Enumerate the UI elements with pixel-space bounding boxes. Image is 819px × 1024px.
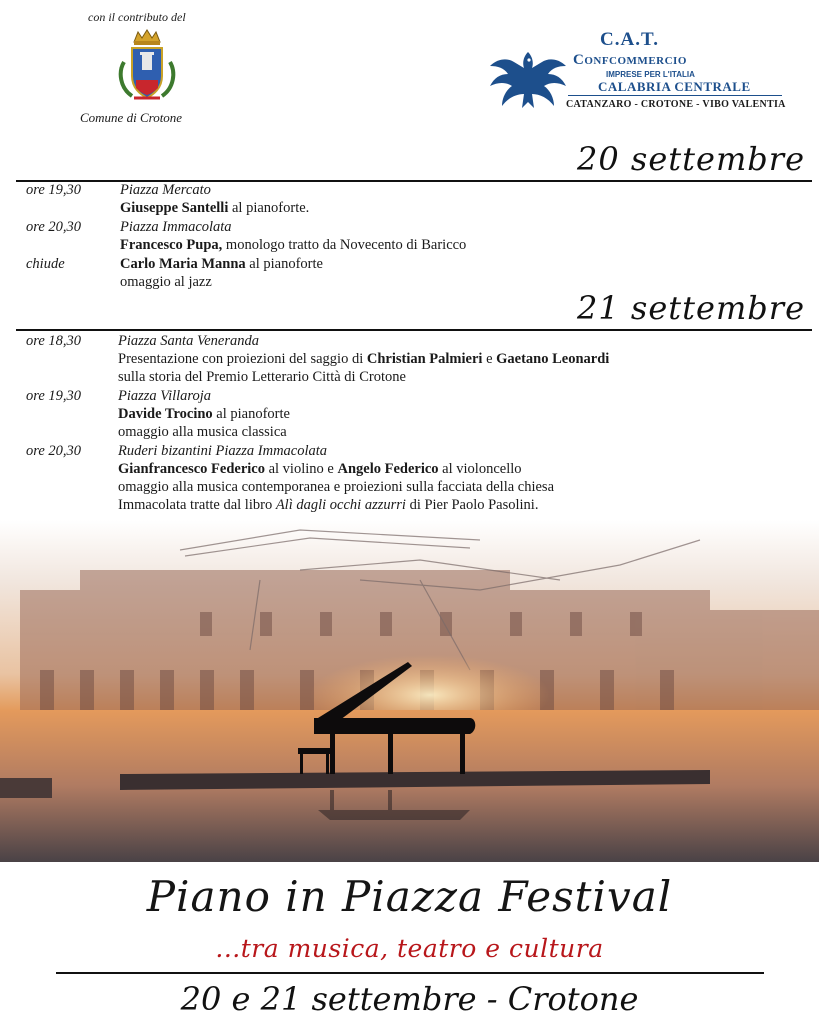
divider xyxy=(16,329,812,331)
performer-name: Giuseppe Santelli xyxy=(120,200,229,216)
event-detail: al violoncello xyxy=(438,461,522,477)
event-place: Piazza Villaroja xyxy=(118,388,212,404)
event-detail: monologo tratto da Novecento di Baricco xyxy=(222,237,467,253)
event-time: ore 19,30 xyxy=(26,182,82,198)
event-description xyxy=(118,497,538,514)
crotone-coat-of-arms-icon xyxy=(114,28,180,106)
event-detail: al violino e xyxy=(264,461,338,477)
author-name: Christian Palmieri xyxy=(366,351,483,367)
festival-subtitle: ...tra musica, teatro e cultura xyxy=(215,934,604,963)
date-heading-21: 21 settembre xyxy=(577,289,805,327)
event-time: ore 20,30 xyxy=(26,219,82,235)
event-place: Ruderi bizantini Piazza Immacolata xyxy=(118,443,328,459)
event-detail: Presentazione con proiezioni del saggio di xyxy=(118,351,367,367)
performer-name: Gianfrancesco Federico xyxy=(118,461,265,477)
event-place: Piazza Santa Veneranda xyxy=(118,333,259,349)
calabria-label: CALABRIA CENTRALE xyxy=(598,79,751,94)
confcommercio-label: Confcommercio xyxy=(573,52,687,68)
event-description xyxy=(120,237,466,254)
event-description xyxy=(118,461,522,478)
performer-name: Carlo Maria Manna xyxy=(120,256,246,272)
book-title: Alì dagli occhi azzurri xyxy=(275,497,406,513)
event-detail: Immacolata tratte dal libro xyxy=(118,497,276,513)
event-description xyxy=(118,351,609,368)
event-detail-line: sulla storia del Premio Letterario Città di Crotone xyxy=(118,369,406,385)
festival-dates: 20 e 21 settembre - Crotone xyxy=(180,980,639,1018)
event-place: Piazza Mercato xyxy=(120,182,211,198)
performer-name: Davide Trocino xyxy=(118,406,213,422)
event-time: ore 18,30 xyxy=(26,333,82,349)
performer-name: Angelo Federico xyxy=(337,461,439,477)
event-detail-line: omaggio alla musica contemporanea e proiezioni sulla facciata della chiesa xyxy=(118,479,555,495)
author-name: Gaetano Leonardi xyxy=(496,351,610,367)
event-detail: al pianoforte. xyxy=(228,200,310,216)
event-time: ore 19,30 xyxy=(26,388,82,404)
piano-sunset-photo xyxy=(0,520,819,862)
event-description xyxy=(118,406,290,423)
contributo-label: con il contributo del xyxy=(88,10,186,24)
eagle-logo-icon xyxy=(488,48,568,112)
event-detail: al pianoforte xyxy=(212,406,290,422)
event-detail: e xyxy=(482,351,497,367)
event-description xyxy=(120,256,323,273)
divider xyxy=(568,95,782,96)
imprese-label: IMPRESE PER L'ITALIA xyxy=(606,70,695,79)
comune-label: Comune di Crotone xyxy=(80,110,183,125)
event-detail-line: omaggio alla musica classica xyxy=(118,424,287,440)
event-detail: di Pier Paolo Pasolini. xyxy=(405,497,539,513)
event-time: ore 20,30 xyxy=(26,443,82,459)
event-place: Piazza Immacolata xyxy=(120,219,232,235)
event-description xyxy=(120,200,309,217)
festival-title: Piano in Piazza Festival xyxy=(146,872,673,921)
date-heading-20: 20 settembre xyxy=(577,140,805,178)
cities-label: CATANZARO - CROTONE - VIBO VALENTIA xyxy=(566,99,786,110)
performer-name: Francesco Pupa, xyxy=(120,237,223,253)
event-detail: al pianoforte xyxy=(245,256,323,272)
event-detail-line: omaggio al jazz xyxy=(120,274,212,290)
divider xyxy=(56,972,764,974)
cat-title: C.A.T. xyxy=(600,29,659,50)
event-time: chiude xyxy=(26,256,65,272)
